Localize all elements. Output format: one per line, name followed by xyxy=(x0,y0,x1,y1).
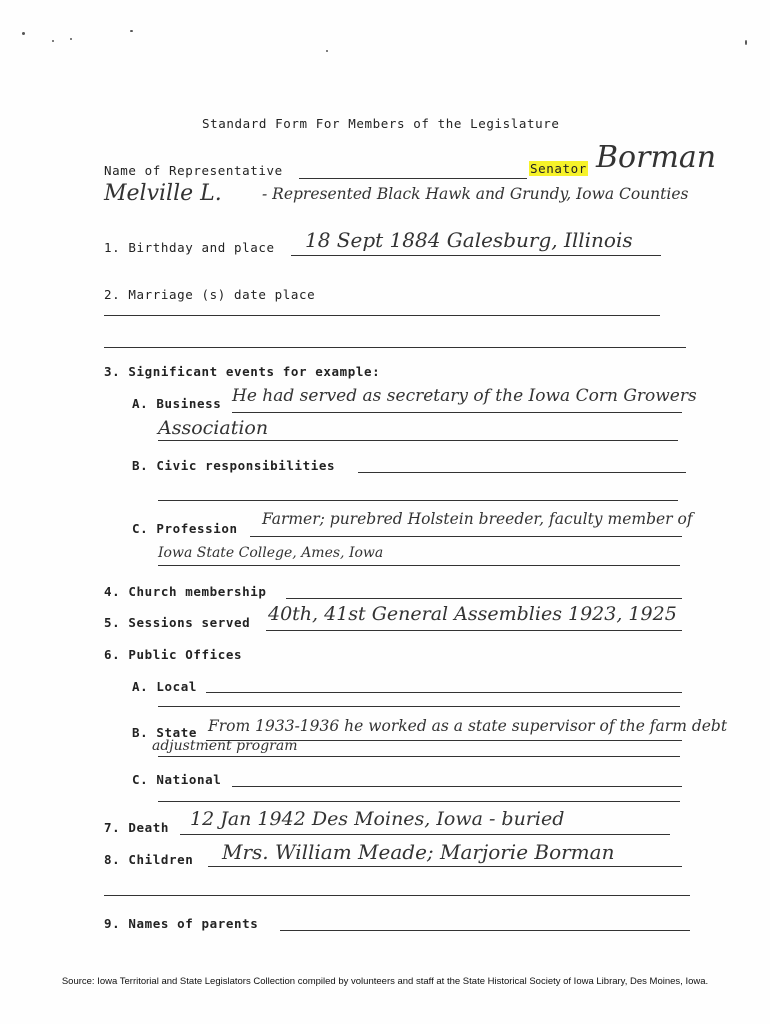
state-line-2 xyxy=(158,756,680,757)
local-underline xyxy=(206,692,682,693)
church-underline xyxy=(286,598,682,599)
public-offices-label: 6. Public Offices xyxy=(104,647,243,662)
civic-underline xyxy=(358,472,686,473)
business-value-1: He had served as secretary of the Iowa Corn Growers xyxy=(232,386,697,406)
name-label: Name of Representative xyxy=(104,163,283,178)
marriage-label: 2. Marriage (s) date place xyxy=(104,287,316,302)
scan-speck xyxy=(130,30,133,32)
birthday-label: 1. Birthday and place xyxy=(104,240,275,255)
business-line-2 xyxy=(158,440,678,441)
name-handwriting-surname: Borman xyxy=(596,140,717,175)
profession-label: C. Profession xyxy=(132,521,238,536)
source-footer: Source: Iowa Territorial and State Legislators Collection compiled by volunteers and staff at the State Historical Society of Iowa Library, Des Moines, Iowa. xyxy=(61,976,709,987)
profession-underline xyxy=(250,536,682,537)
death-underline xyxy=(180,834,670,835)
name-handwriting-given: Melville L. xyxy=(104,181,222,206)
sessions-value: 40th, 41st General Assemblies 1923, 1925 xyxy=(268,603,677,625)
marriage-line-2 xyxy=(104,347,686,348)
scan-speck xyxy=(22,32,25,35)
church-label: 4. Church membership xyxy=(104,584,267,599)
marriage-line-1 xyxy=(104,315,660,316)
business-label: A. Business xyxy=(132,396,222,411)
civic-label: B. Civic responsibilities xyxy=(132,458,336,473)
death-value: 12 Jan 1942 Des Moines, Iowa - buried xyxy=(190,808,565,830)
profession-line-2 xyxy=(158,565,680,566)
scan-speck xyxy=(326,50,328,52)
national-label: C. National xyxy=(132,772,222,787)
birthday-value: 18 Sept 1884 Galesburg, Illinois xyxy=(305,228,633,252)
national-underline xyxy=(232,786,682,787)
death-label: 7. Death xyxy=(104,820,170,835)
name-handwriting-district: - Represented Black Hawk and Grundy, Iowa Counties xyxy=(262,185,689,203)
business-underline xyxy=(232,412,682,413)
children-value: Mrs. William Meade; Marjorie Borman xyxy=(222,840,615,864)
local-line-2 xyxy=(158,706,680,707)
parents-label: 9. Names of parents xyxy=(104,916,259,931)
business-value-2: Association xyxy=(158,417,269,439)
state-value-2: adjustment program xyxy=(152,738,298,754)
national-line-2 xyxy=(158,801,680,802)
profession-value-1: Farmer; purebred Holstein breeder, faculty member of xyxy=(262,510,693,528)
children-line-2 xyxy=(104,895,690,896)
state-label: B. State xyxy=(132,725,198,740)
state-value-1: From 1933-1936 he worked as a state supervisor of the farm debt xyxy=(208,717,728,735)
parents-underline xyxy=(280,930,690,931)
scan-speck xyxy=(70,38,72,40)
events-label: 3. Significant events for example: xyxy=(104,364,381,379)
form-title: Standard Form For Members of the Legislature xyxy=(202,116,560,131)
local-label: A. Local xyxy=(132,679,198,694)
sessions-underline xyxy=(266,630,682,631)
scan-speck xyxy=(52,40,54,42)
scan-speck xyxy=(745,40,747,45)
name-underline xyxy=(299,178,527,179)
children-underline xyxy=(208,866,682,867)
senator-label: Senator xyxy=(530,161,587,176)
profession-value-2: Iowa State College, Ames, Iowa xyxy=(158,545,384,561)
civic-line-2 xyxy=(158,500,678,501)
sessions-label: 5. Sessions served xyxy=(104,615,251,630)
children-label: 8. Children xyxy=(104,852,194,867)
birthday-underline xyxy=(291,255,661,256)
